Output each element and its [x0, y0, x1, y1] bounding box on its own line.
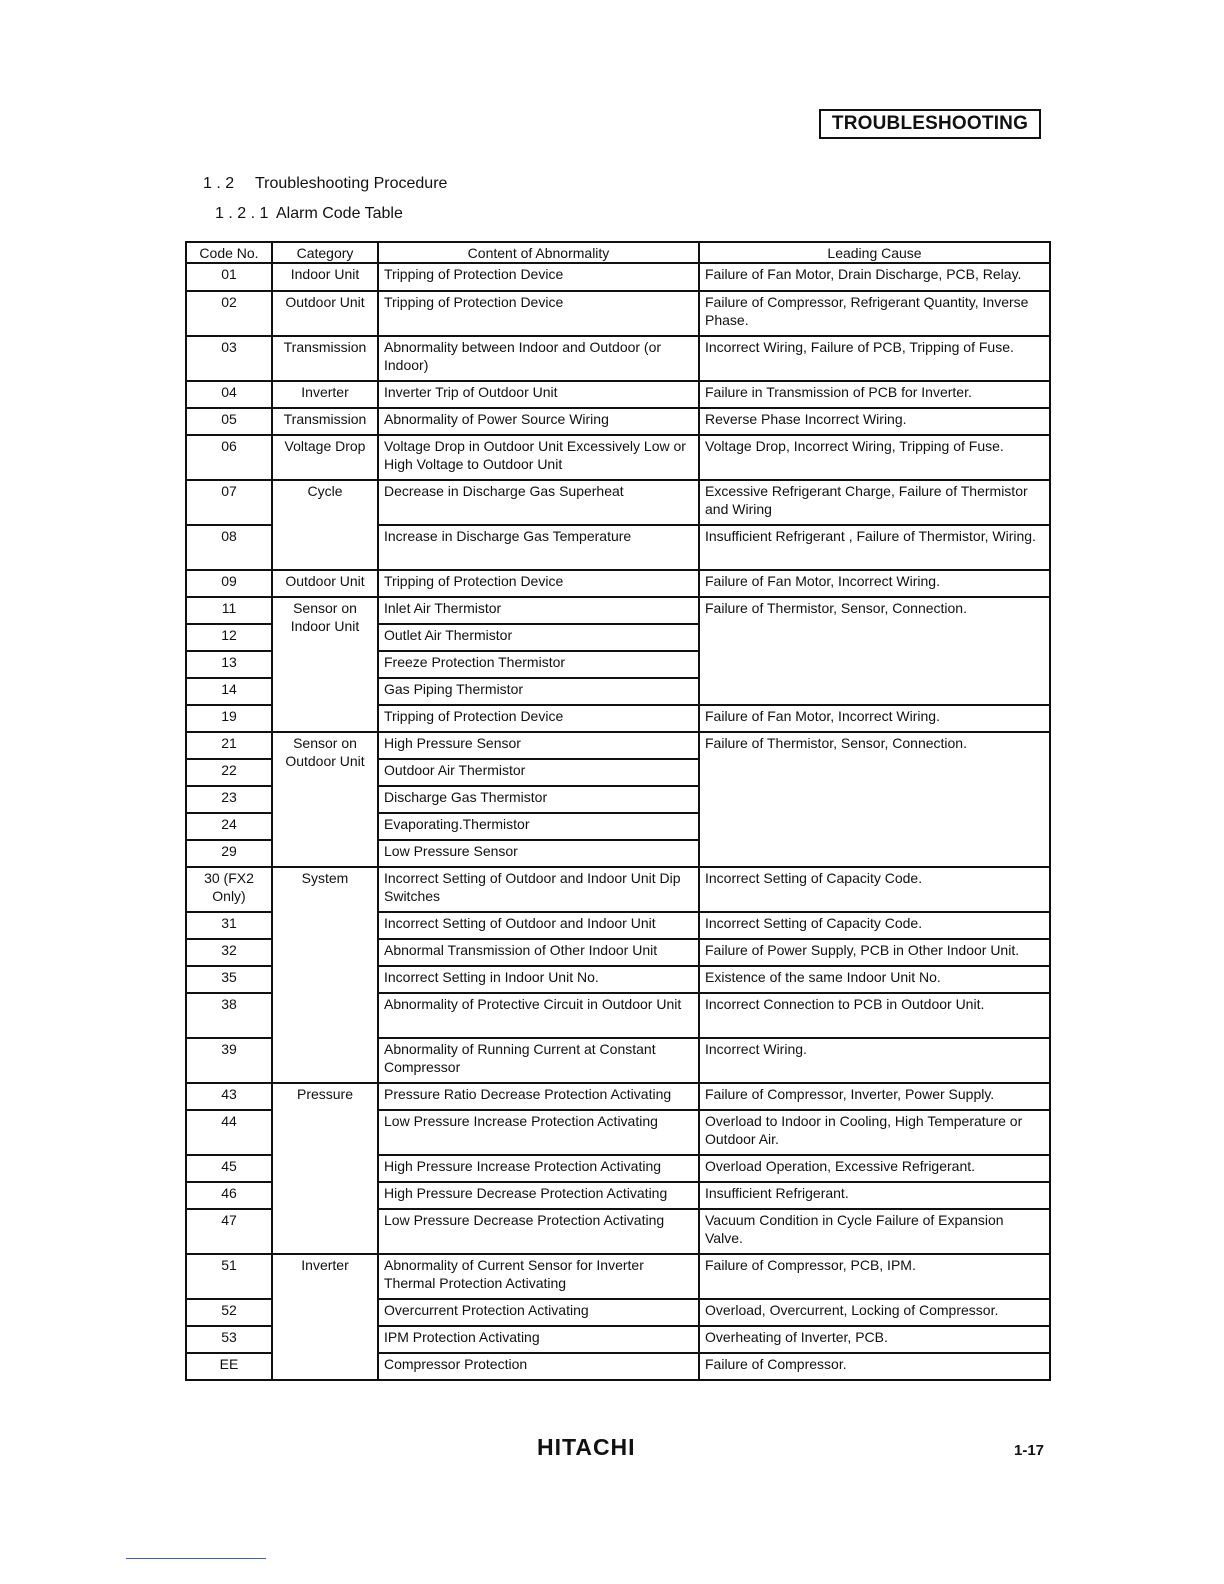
code-cell: 32 [186, 939, 272, 966]
content-cell: Pressure Ratio Decrease Protection Activating [378, 1083, 699, 1110]
code-cell: 07 [186, 480, 272, 525]
code-cell: 23 [186, 786, 272, 813]
category-cell: Indoor Unit [272, 263, 378, 291]
category-cell: Sensor on Indoor Unit [272, 597, 378, 732]
code-cell: 46 [186, 1182, 272, 1209]
cause-cell: Overload Operation, Excessive Refrigerant. [699, 1155, 1050, 1182]
table-row [186, 480, 1050, 525]
section-heading [203, 175, 447, 193]
content-cell: Incorrect Setting of Outdoor and Indoor Unit [378, 912, 699, 939]
cause-cell: Failure of Compressor. [699, 1353, 1050, 1380]
table-row [186, 732, 1050, 759]
cause-cell: Failure of Thermistor, Sensor, Connection. [699, 732, 1050, 867]
cause-cell: Failure of Fan Motor, Incorrect Wiring. [699, 705, 1050, 732]
cause-cell: Vacuum Condition in Cycle Failure of Expansion Valve. [699, 1209, 1050, 1254]
content-cell: Low Pressure Decrease Protection Activating [378, 1209, 699, 1254]
category-cell: System [272, 867, 378, 1083]
content-cell: Inverter Trip of Outdoor Unit [378, 381, 699, 408]
content-cell: Incorrect Setting of Outdoor and Indoor Unit Dip Switches [378, 867, 699, 912]
section-title: Troubleshooting Procedure [255, 175, 448, 192]
cause-cell: Failure of Power Supply, PCB in Other Indoor Unit. [699, 939, 1050, 966]
code-cell: 30 (FX2 Only) [186, 867, 272, 912]
subsection-number: 1 . 2 . 1 [215, 205, 269, 222]
section-number: 1 . 2 [203, 175, 235, 192]
content-cell: Abnormality between Indoor and Outdoor (or Indoor) [378, 336, 699, 381]
content-cell: Outlet Air Thermistor [378, 624, 699, 651]
cause-cell: Failure of Compressor, Inverter, Power Supply. [699, 1083, 1050, 1110]
cause-cell: Failure of Thermistor, Sensor, Connection. [699, 597, 1050, 705]
code-cell: 02 [186, 291, 272, 336]
column-header-code: Code No. [186, 242, 272, 263]
subsection-heading [215, 205, 403, 223]
category-cell: Sensor on Outdoor Unit [272, 732, 378, 867]
code-cell: 03 [186, 336, 272, 381]
content-cell: Abnormal Transmission of Other Indoor Unit [378, 939, 699, 966]
brand-logo: HITACHI [537, 1434, 636, 1460]
content-cell: High Pressure Decrease Protection Activating [378, 1182, 699, 1209]
cause-cell: Failure in Transmission of PCB for Inverter. [699, 381, 1050, 408]
content-cell: Tripping of Protection Device [378, 263, 699, 291]
category-cell: Cycle [272, 480, 378, 570]
code-cell: 39 [186, 1038, 272, 1083]
cause-cell: Insufficient Refrigerant. [699, 1182, 1050, 1209]
cause-cell: Incorrect Setting of Capacity Code. [699, 867, 1050, 912]
content-cell: Abnormality of Power Source Wiring [378, 408, 699, 435]
code-cell: 47 [186, 1209, 272, 1254]
content-cell: High Pressure Sensor [378, 732, 699, 759]
table-row [186, 263, 1050, 291]
cause-cell: Reverse Phase Incorrect Wiring. [699, 408, 1050, 435]
table-row [186, 381, 1050, 408]
content-cell: Compressor Protection [378, 1353, 699, 1380]
table-row [186, 336, 1050, 381]
table-row [186, 408, 1050, 435]
cause-cell: Excessive Refrigerant Charge, Failure of Thermistor and Wiring [699, 480, 1050, 525]
content-cell: Low Pressure Increase Protection Activating [378, 1110, 699, 1155]
category-cell: Outdoor Unit [272, 291, 378, 336]
code-cell: 51 [186, 1254, 272, 1299]
code-cell: 05 [186, 408, 272, 435]
content-cell: Voltage Drop in Outdoor Unit Excessively Low or High Voltage to Outdoor Unit [378, 435, 699, 480]
category-cell: Transmission [272, 408, 378, 435]
column-header-content: Content of Abnormality [378, 242, 699, 263]
content-cell: Abnormality of Running Current at Constant Compressor [378, 1038, 699, 1083]
code-cell: 09 [186, 570, 272, 597]
cause-cell: Existence of the same Indoor Unit No. [699, 966, 1050, 993]
content-cell: Tripping of Protection Device [378, 570, 699, 597]
table-row [186, 597, 1050, 624]
cause-cell: Failure of Compressor, PCB, IPM. [699, 1254, 1050, 1299]
table-header-row [186, 242, 1050, 263]
content-cell: Abnormality of Current Sensor for Inverter Thermal Protection Activating [378, 1254, 699, 1299]
column-header-category: Category [272, 242, 378, 263]
code-cell: 31 [186, 912, 272, 939]
category-cell: Outdoor Unit [272, 570, 378, 597]
category-cell: Pressure [272, 1083, 378, 1254]
cause-cell: Overload to Indoor in Cooling, High Temperature or Outdoor Air. [699, 1110, 1050, 1155]
content-cell: IPM Protection Activating [378, 1326, 699, 1353]
table-row [186, 1083, 1050, 1110]
content-cell: Tripping of Protection Device [378, 705, 699, 732]
code-cell: 44 [186, 1110, 272, 1155]
content-cell: Evaporating.Thermistor [378, 813, 699, 840]
content-cell: Gas Piping Thermistor [378, 678, 699, 705]
category-cell: Inverter [272, 1254, 378, 1380]
cause-cell: Overheating of Inverter, PCB. [699, 1326, 1050, 1353]
content-cell: Overcurrent Protection Activating [378, 1299, 699, 1326]
code-cell: 06 [186, 435, 272, 480]
cause-cell: Incorrect Connection to PCB in Outdoor Unit. [699, 993, 1050, 1038]
code-cell: 45 [186, 1155, 272, 1182]
code-cell: 01 [186, 263, 272, 291]
code-cell: 08 [186, 525, 272, 570]
content-cell: Outdoor Air Thermistor [378, 759, 699, 786]
category-cell: Voltage Drop [272, 435, 378, 480]
content-cell: Inlet Air Thermistor [378, 597, 699, 624]
content-cell: Decrease in Discharge Gas Superheat [378, 480, 699, 525]
code-cell: 29 [186, 840, 272, 867]
cause-cell: Failure of Fan Motor, Incorrect Wiring. [699, 570, 1050, 597]
table-row [186, 1254, 1050, 1299]
content-cell: Abnormality of Protective Circuit in Outdoor Unit [378, 993, 699, 1038]
code-cell: EE [186, 1353, 272, 1380]
page-number: 1-17 [1014, 1442, 1045, 1459]
content-cell: High Pressure Increase Protection Activating [378, 1155, 699, 1182]
code-cell: 43 [186, 1083, 272, 1110]
code-cell: 13 [186, 651, 272, 678]
code-cell: 53 [186, 1326, 272, 1353]
section-tag: TROUBLESHOOTING [819, 109, 1041, 139]
code-cell: 35 [186, 966, 272, 993]
cause-cell: Failure of Compressor, Refrigerant Quantity, Inverse Phase. [699, 291, 1050, 336]
code-cell: 19 [186, 705, 272, 732]
code-cell: 22 [186, 759, 272, 786]
category-cell: Inverter [272, 381, 378, 408]
code-cell: 38 [186, 993, 272, 1038]
code-cell: 04 [186, 381, 272, 408]
cause-cell: Incorrect Setting of Capacity Code. [699, 912, 1050, 939]
table-row [186, 291, 1050, 336]
code-cell: 12 [186, 624, 272, 651]
cause-cell: Insufficient Refrigerant , Failure of Thermistor, Wiring. [699, 525, 1050, 570]
cause-cell: Incorrect Wiring, Failure of PCB, Tripping of Fuse. [699, 336, 1050, 381]
cause-cell: Voltage Drop, Incorrect Wiring, Tripping of Fuse. [699, 435, 1050, 480]
content-cell: Discharge Gas Thermistor [378, 786, 699, 813]
category-cell: Transmission [272, 336, 378, 381]
content-cell: Low Pressure Sensor [378, 840, 699, 867]
code-cell: 11 [186, 597, 272, 624]
column-header-cause: Leading Cause [699, 242, 1050, 263]
code-cell: 52 [186, 1299, 272, 1326]
table-row [186, 435, 1050, 480]
subsection-title: Alarm Code Table [276, 205, 403, 222]
cause-cell: Overload, Overcurrent, Locking of Compressor. [699, 1299, 1050, 1326]
content-cell: Tripping of Protection Device [378, 291, 699, 336]
content-cell: Increase in Discharge Gas Temperature [378, 525, 699, 570]
content-cell: Freeze Protection Thermistor [378, 651, 699, 678]
cause-cell: Incorrect Wiring. [699, 1038, 1050, 1083]
footer-divider [126, 1558, 266, 1559]
table-row [186, 570, 1050, 597]
code-cell: 14 [186, 678, 272, 705]
alarm-code-table [185, 241, 1051, 1381]
code-cell: 24 [186, 813, 272, 840]
table-row [186, 867, 1050, 912]
content-cell: Incorrect Setting in Indoor Unit No. [378, 966, 699, 993]
code-cell: 21 [186, 732, 272, 759]
cause-cell: Failure of Fan Motor, Drain Discharge, PCB, Relay. [699, 263, 1050, 291]
